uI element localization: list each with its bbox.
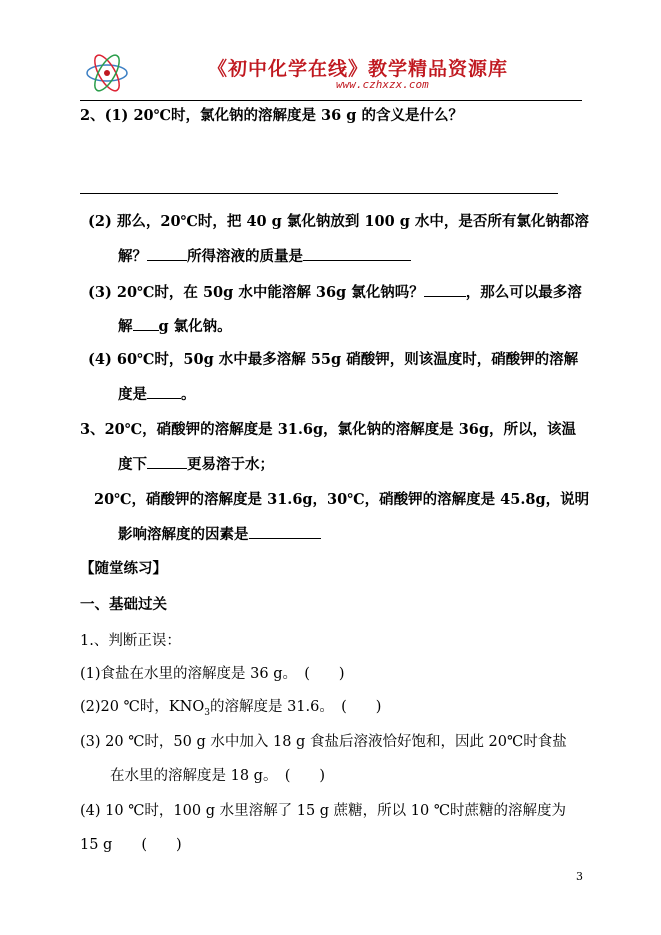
question-3b: [118, 454, 274, 475]
answer-rule: [80, 193, 558, 194]
answer-blank[interactable]: [147, 384, 181, 399]
exercise-4b: 15 g ( ): [80, 837, 182, 853]
brand-title: 《初中化学在线》教学精品资源库: [208, 58, 509, 80]
question-2-1: 2、(1) 20℃时，氯化钠的溶解度是 36 g 的含义是什么？: [80, 107, 463, 124]
question-3d: [118, 524, 321, 545]
question-2-3a-post: ，那么可以最多溶: [465, 284, 582, 301]
question-2-4b-post: 。: [181, 386, 196, 403]
question-2-4b-pre: 度是: [118, 386, 147, 403]
question-2-4a: (4) 60℃时，50g 水中最多溶解 55g 硝酸钾，则该温度时，硝酸钾的溶解: [88, 351, 579, 368]
page-header: [80, 46, 582, 101]
question-3c: 20℃，硝酸钾的溶解度是 31.6g，30℃，硝酸钾的溶解度是 45.8g，说明: [94, 491, 590, 508]
question-2-2b: [118, 246, 411, 267]
exercise-3b: 在水里的溶解度是 18 g。 ( ): [110, 768, 326, 784]
atom-logo-icon: [84, 52, 130, 94]
question-2-3a-pre: (3) 20℃时，在 50g 水中能溶解 36g 氯化钠吗？: [88, 284, 424, 301]
answer-blank[interactable]: [147, 246, 187, 261]
answer-blank[interactable]: [303, 246, 411, 261]
exercise-2-post: 的溶解度是 31.6。 ( ): [209, 699, 382, 715]
exercise-2-pre: (2)20 ℃时，KNO: [80, 699, 205, 715]
answer-blank[interactable]: [133, 316, 159, 331]
question-2-4b: [118, 384, 196, 405]
answer-blank[interactable]: [147, 454, 187, 469]
exercise-3a: (3) 20 ℃时，50 g 水中加入 18 g 食盐后溶液恰好饱和，因此 20℃时食盐: [80, 734, 567, 750]
question-2-3a: [88, 282, 582, 303]
question-3a: 3、20℃，硝酸钾的溶解度是 31.6g，氯化钠的溶解度是 36g，所以，该温: [80, 421, 577, 438]
answer-blank[interactable]: [424, 282, 466, 297]
question-2-3b: [118, 316, 232, 337]
exercise-intro: 1.、判断正误：: [80, 633, 181, 649]
practice-heading: 【随堂练习】: [80, 560, 167, 577]
question-2-2a: (2) 那么，20℃时，把 40 g 氯化钠放到 100 g 水中，是否所有氯化钠都溶: [88, 213, 589, 230]
question-2-3b-post: g 氯化钠。: [158, 318, 232, 335]
question-3b-pre: 度下: [118, 456, 147, 473]
question-2-2b-mid: 所得溶液的质量是: [187, 248, 303, 265]
basics-heading: 一、基础过关: [80, 596, 167, 613]
question-3b-post: 更易溶于水；: [187, 456, 274, 473]
exercise-2: [80, 697, 381, 723]
question-3d-pre: 影响溶解度的因素是: [118, 526, 249, 543]
brand-url[interactable]: www.czhxzx.com: [336, 78, 429, 91]
question-2-3b-pre: 解: [118, 318, 133, 335]
answer-blank[interactable]: [249, 524, 321, 539]
question-2-2b-pre: 解？: [118, 248, 147, 265]
page-number: 3: [576, 870, 583, 883]
exercise-2-sub: 3: [204, 707, 210, 718]
exercise-4a: (4) 10 ℃时，100 g 水里溶解了 15 g 蔗糖，所以 10 ℃时蔗糖的溶解度为: [80, 803, 567, 819]
exercise-1: (1)食盐在水里的溶解度是 36 g。 ( ): [80, 666, 345, 682]
